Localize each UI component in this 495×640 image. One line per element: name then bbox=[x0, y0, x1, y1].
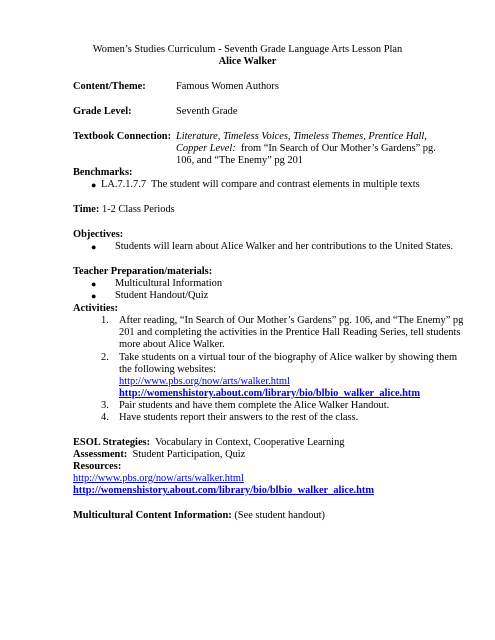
header-author: Alice Walker bbox=[218, 56, 277, 67]
time-value: 1-2 Class Periods bbox=[101, 204, 175, 215]
resources-label: Resources: bbox=[73, 461, 122, 472]
multicultural-row bbox=[73, 510, 325, 522]
assessment-value: Student Participation, Quiz bbox=[127, 449, 246, 460]
activity-1-line: 201 and completing the activities in the Prentice Hall Reading Series, tell students bbox=[119, 327, 461, 338]
bullet-icon: ● bbox=[91, 180, 97, 190]
grade-level-label: Grade Level: bbox=[73, 106, 132, 117]
activities-label: Activities: bbox=[73, 303, 119, 314]
womenshistory-walker-link[interactable]: http://womenshistory.about.com/library/bio/blbio_walker_alice.htm bbox=[119, 388, 421, 399]
content-theme-label: Content/Theme: bbox=[73, 81, 146, 92]
header-title: Women’s Studies Curriculum - Seventh Grade Language Arts Lesson Plan bbox=[92, 44, 403, 55]
multicultural-label: Multicultural Content Information: bbox=[73, 510, 232, 521]
textbook-level: Copper Level: bbox=[176, 143, 236, 154]
benchmarks-label: Benchmarks: bbox=[73, 167, 133, 178]
teacher-prep-label: Teacher Preparation/materials: bbox=[73, 266, 213, 277]
esol-label: ESOL Strategies: bbox=[73, 437, 151, 448]
textbook-line1: Literature, Timeless Voices, Timeless Themes, Prentice Hall, bbox=[176, 131, 427, 142]
activity-3-text: Pair students and have them complete the Alice Walker Handout. bbox=[119, 400, 390, 411]
content-theme-value: Famous Women Authors bbox=[176, 81, 279, 92]
esol-row bbox=[73, 437, 344, 449]
activity-1-line: more about Alice Walker. bbox=[119, 339, 225, 350]
assessment-label: Assessment: bbox=[73, 449, 128, 460]
activity-2-line: Take students on a virtual tour of the biography of Alice walker by showing them bbox=[119, 352, 458, 363]
resources-pbs-link[interactable]: http://www.pbs.org/now/arts/walker.html bbox=[73, 473, 244, 484]
teacher-prep-item: Student Handout/Quiz bbox=[115, 290, 209, 301]
time-row bbox=[73, 204, 175, 216]
textbook-selection: from “In Search of Our Mother’s Gardens” pg. bbox=[235, 143, 436, 154]
grade-level-value: Seventh Grade bbox=[176, 106, 238, 117]
textbook-label: Textbook Connection: bbox=[73, 131, 172, 142]
textbook-line3: 106, and “The Enemy” pg 201 bbox=[176, 155, 303, 166]
pbs-walker-link[interactable]: http://www.pbs.org/now/arts/walker.html bbox=[119, 376, 290, 387]
time-label: Time: bbox=[73, 204, 100, 215]
bullet-icon: ● bbox=[91, 279, 97, 289]
objectives-label: Objectives: bbox=[73, 229, 124, 240]
bullet-icon: ● bbox=[91, 242, 97, 252]
esol-value: Vocabulary in Context, Cooperative Learning bbox=[150, 437, 345, 448]
activity-2-line: the following websites: bbox=[119, 364, 216, 375]
resources-womenshistory-link[interactable]: http://womenshistory.about.com/library/bio/blbio_walker_alice.htm bbox=[73, 485, 375, 496]
activity-1-line: After reading, “In Search of Our Mother’s Gardens” pg. 106, and “The Enemy” pg bbox=[119, 315, 464, 326]
assessment-row bbox=[73, 449, 245, 461]
teacher-prep-item: Multicultural Information bbox=[115, 278, 223, 289]
activity-number: 2. bbox=[101, 352, 109, 363]
bullet-icon: ● bbox=[91, 291, 97, 301]
activity-number: 1. bbox=[101, 315, 109, 326]
multicultural-value: (See student handout) bbox=[231, 510, 325, 521]
benchmark-item: LA.7.1.7.7 The student will compare and contrast elements in multiple texts bbox=[101, 179, 420, 190]
activity-number: 4. bbox=[101, 412, 109, 423]
textbook-line2 bbox=[176, 143, 436, 155]
activity-number: 3. bbox=[101, 400, 109, 411]
objective-item: Students will learn about Alice Walker and her contributions to the United States. bbox=[115, 241, 454, 252]
activity-4-text: Have students report their answers to the rest of the class. bbox=[119, 412, 359, 423]
